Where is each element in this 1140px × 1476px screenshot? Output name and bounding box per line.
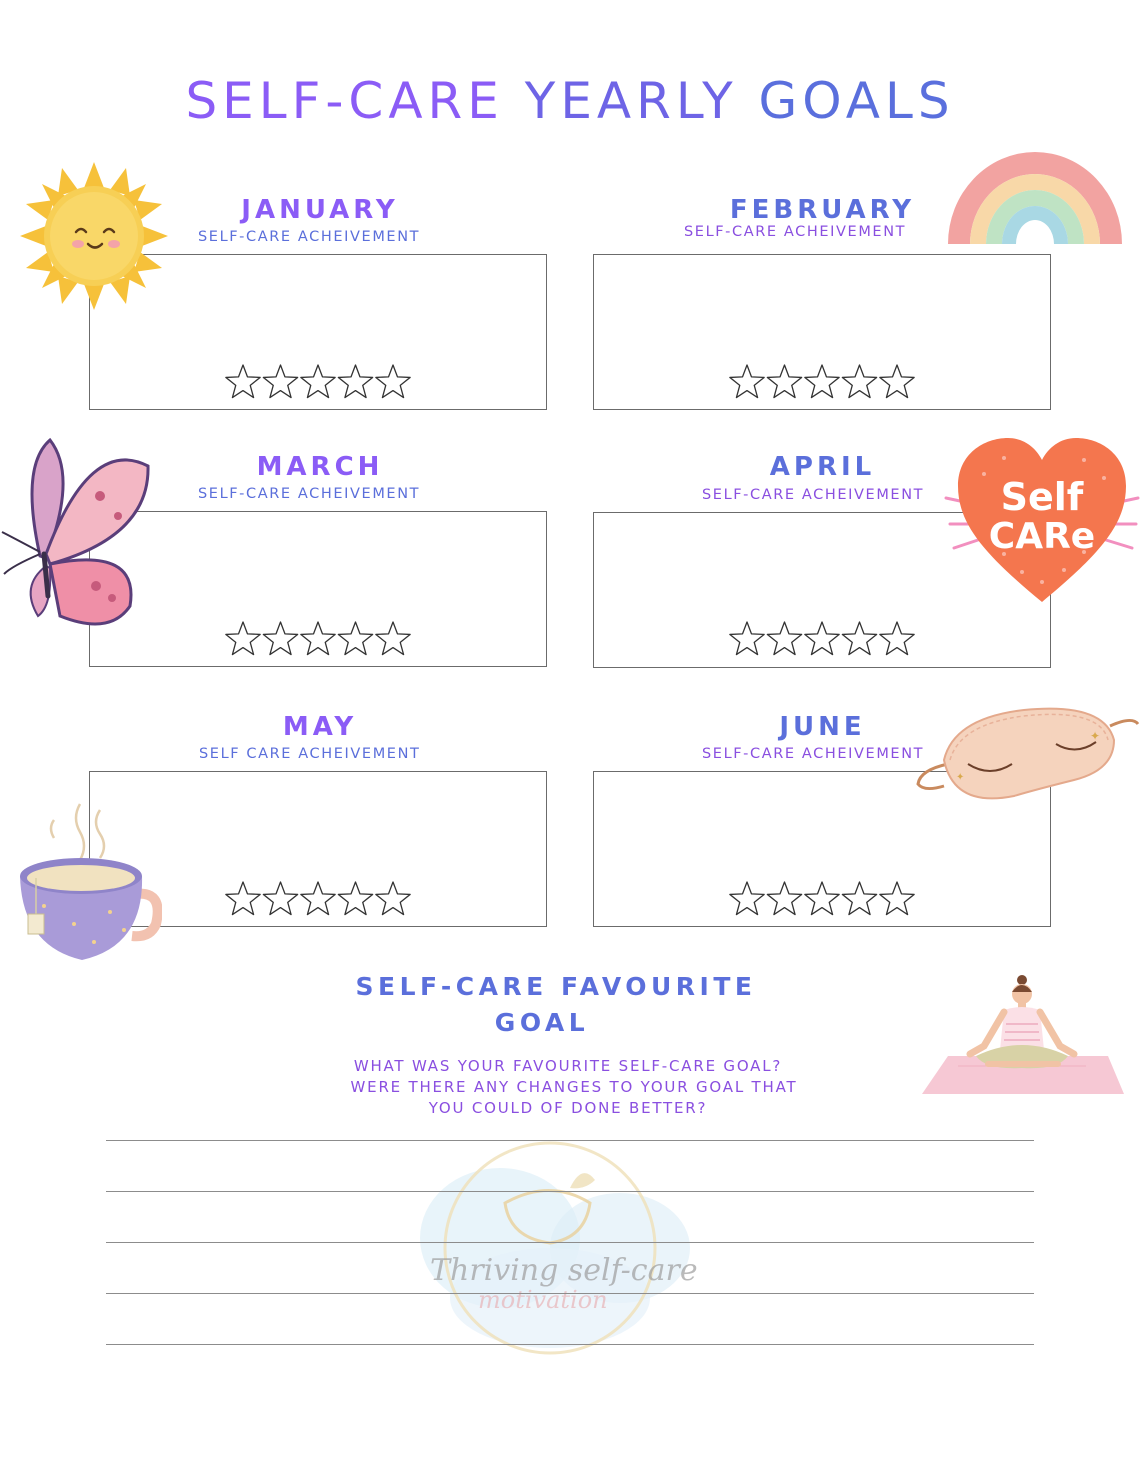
- yoga-woman-icon: [918, 970, 1128, 1098]
- favourite-question-line1: WHAT WAS YOUR FAVOURITE SELF-CARE GOAL?: [353, 1057, 783, 1075]
- star-icon[interactable]: [842, 622, 876, 655]
- writing-line[interactable]: [106, 1191, 1034, 1192]
- star-icon[interactable]: [842, 365, 876, 398]
- month-name-june: JUNE: [779, 712, 866, 742]
- title-word-yearly: YEARLY: [524, 72, 738, 130]
- star-icon[interactable]: [376, 622, 410, 655]
- title-word-self-care: SELF-CARE: [185, 72, 504, 130]
- star-icon[interactable]: [338, 882, 372, 915]
- month-name-march: MARCH: [256, 452, 384, 482]
- writing-line[interactable]: [106, 1242, 1034, 1243]
- star-icon[interactable]: [301, 622, 335, 655]
- star-icon[interactable]: [226, 882, 260, 915]
- star-icon[interactable]: [880, 882, 914, 915]
- month-subtitle-march: SELF-CARE ACHEIVEMENT: [198, 486, 421, 502]
- tea-cup-icon: [14, 796, 162, 966]
- star-rating-march[interactable]: [224, 620, 414, 658]
- star-icon[interactable]: [805, 365, 839, 398]
- month-name-january: JANUARY: [241, 195, 399, 225]
- star-icon[interactable]: [263, 882, 297, 915]
- star-icon[interactable]: [730, 365, 764, 398]
- star-icon[interactable]: [730, 622, 764, 655]
- star-icon[interactable]: [376, 365, 410, 398]
- star-icon[interactable]: [880, 365, 914, 398]
- star-icon[interactable]: [880, 622, 914, 655]
- star-icon[interactable]: [301, 882, 335, 915]
- star-icon[interactable]: [338, 365, 372, 398]
- star-rating-june[interactable]: [728, 880, 918, 918]
- month-subtitle-january: SELF-CARE ACHEIVEMENT: [198, 229, 421, 245]
- month-subtitle-june: SELF-CARE ACHEIVEMENT: [702, 746, 925, 762]
- writing-line[interactable]: [106, 1140, 1034, 1141]
- watermark-logo: [390, 1128, 710, 1368]
- star-icon[interactable]: [767, 882, 801, 915]
- sun-icon: [18, 160, 170, 312]
- star-icon[interactable]: [805, 882, 839, 915]
- star-rating-april[interactable]: [728, 620, 918, 658]
- star-icon[interactable]: [338, 622, 372, 655]
- star-icon[interactable]: [226, 622, 260, 655]
- svg-text:✦: ✦: [1090, 729, 1101, 743]
- title-word-goals: GOALS: [758, 72, 955, 130]
- month-name-may: MAY: [282, 712, 358, 742]
- star-icon[interactable]: [730, 882, 764, 915]
- star-icon[interactable]: [767, 622, 801, 655]
- butterfly-icon: [0, 436, 152, 632]
- month-subtitle-april: SELF-CARE ACHEIVEMENT: [702, 487, 925, 503]
- heart-text-care: CARe: [988, 516, 1096, 557]
- svg-text:✦: ✦: [956, 772, 965, 783]
- heart-text-self: Self: [1000, 475, 1084, 519]
- watermark-text-line1: Thriving self-care: [430, 1253, 698, 1288]
- star-icon[interactable]: [767, 365, 801, 398]
- star-icon[interactable]: [263, 622, 297, 655]
- month-name-april: APRIL: [769, 452, 876, 482]
- favourite-question-line2: WERE THERE ANY CHANGES TO YOUR GOAL THAT: [350, 1078, 798, 1096]
- star-rating-may[interactable]: [224, 880, 414, 918]
- favourite-question-line3: YOU COULD OF DONE BETTER?: [428, 1099, 708, 1117]
- month-subtitle-february: SELF-CARE ACHEIVEMENT: [684, 224, 907, 240]
- writing-line[interactable]: [106, 1344, 1034, 1345]
- favourite-title-line2: GOAL: [494, 1008, 590, 1037]
- page-title: [0, 72, 1140, 130]
- favourite-title-line1: SELF-CARE FAVOURITE: [355, 972, 757, 1001]
- star-icon[interactable]: [805, 622, 839, 655]
- star-icon[interactable]: [226, 365, 260, 398]
- heart-self-care-icon: [944, 434, 1140, 606]
- rainbow-icon: [940, 134, 1130, 246]
- writing-line[interactable]: [106, 1293, 1034, 1294]
- month-subtitle-may: SELF CARE ACHEIVEMENT: [199, 746, 421, 762]
- star-icon[interactable]: [376, 882, 410, 915]
- star-rating-february[interactable]: [728, 363, 918, 401]
- star-rating-january[interactable]: [224, 363, 414, 401]
- month-name-february: FEBRUARY: [729, 195, 916, 225]
- star-icon[interactable]: [301, 365, 335, 398]
- star-icon[interactable]: [263, 365, 297, 398]
- sleep-mask-icon: [914, 700, 1140, 810]
- watermark-text-line2: motivation: [478, 1286, 608, 1314]
- star-icon[interactable]: [842, 882, 876, 915]
